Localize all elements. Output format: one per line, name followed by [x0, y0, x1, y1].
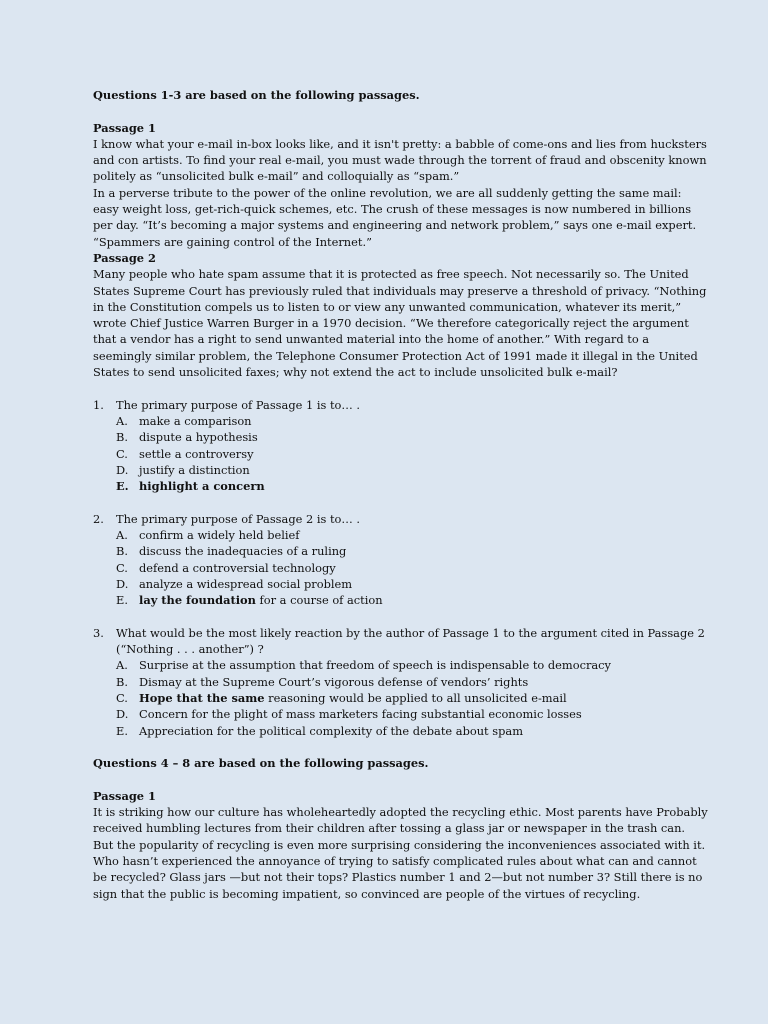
option-letter: D.	[116, 576, 129, 591]
section1-passage1-paragraph2: In a perverse tribute to the power of the online revolution, we are all suddenly getting the same mail: easy weight loss, get-rich-quick schemes, etc. The crush of these messages is now numbered in billions per day. “It’s becoming a major systems and engineering and network problem,” says one e-mail expert. “Spammers are gaining control of the Internet.”	[93, 185, 697, 249]
option-letter: A.	[116, 528, 128, 543]
option-letter: E.	[116, 593, 128, 608]
option-letter: E.	[116, 479, 129, 494]
answer-option	[116, 706, 708, 722]
option-letter: B.	[116, 430, 128, 445]
section1-passage2-paragraph1: Many people who hate spam assume that it is protected as free speech. Not necessarily so. The United States Supreme Court has previously ruled that individuals may preserve a threshold of privacy. “Nothing in the Constitution compels us to listen to or view any unwanted communication, whatever its merit,” wrote Chief Justice Warren Burger in a 1970 decision. “We therefore categorically reject the argument that a vendor has a right to send unwanted material into the home of another.” With regard to a seemingly similar problem, the Telephone Consumer Protection Act of 1991 made it illegal in the United States to send unsolicited faxes; why not extend the act to include unsolicited bulk e-mail?	[93, 267, 707, 380]
option-text: analyze a widespread social problem	[139, 576, 353, 591]
question-list	[93, 397, 708, 739]
section2-passage1-paragraph1: It is striking how our culture has wholeheartedly adopted the recycling ethic. Most parents have Probably received humbling lectures from their children after tossing a glass jar or newspaper in the trash can. But the popularity of recycling is even more surprising considering the inconveniences associated with it. Who hasn’t experienced the annoyance of trying to satisfy complicated rules about what can and cannot be recycled? Glass jars —but not their tops? Plastics number 1 and 2—but not number 3? Still there is no sign that the public is becoming impatient, so convinced are people of the virtues of recycling.	[93, 805, 708, 901]
option-text: for a course of action	[255, 593, 383, 608]
option-letter: D.	[116, 707, 129, 722]
answer-option	[116, 560, 708, 576]
option-text: dispute a hypothesis	[139, 430, 258, 445]
question-1	[93, 397, 708, 495]
question-text: The primary purpose of Passage 1 is to… .	[116, 397, 361, 412]
option-text: defend a controversial technology	[139, 560, 336, 575]
question-number: 1.	[93, 397, 104, 412]
option-bold-text: highlight a concern	[139, 479, 265, 494]
answer-option	[116, 576, 708, 592]
question-text: The primary purpose of Passage 2 is to… .	[116, 511, 361, 526]
section1-passage2-title: Passage 2	[93, 250, 156, 265]
question-3	[93, 625, 708, 739]
option-text: settle a controversy	[139, 446, 254, 461]
section2-passage1-title: Passage 1	[93, 788, 156, 803]
option-bold-text: lay the foundation	[139, 593, 256, 608]
option-text: confirm a widely held belief	[139, 528, 300, 543]
section1-heading: Questions 1-3 are based on the following passages.	[93, 88, 420, 102]
option-letter: C.	[116, 446, 128, 461]
option-text: justify a distinction	[139, 462, 250, 477]
answer-options	[116, 413, 708, 494]
answer-option	[116, 657, 708, 673]
answer-option	[116, 543, 708, 559]
answer-option	[116, 478, 708, 494]
question-number: 2.	[93, 511, 104, 526]
question-text: What would be the most likely reaction by the author of Passage 1 to the argument cited in Passage 2 (“Nothing . . . another”) ?	[116, 625, 705, 657]
option-letter: D.	[116, 462, 129, 477]
option-text: make a comparison	[139, 413, 252, 428]
option-text: Appreciation for the political complexity of the debate about spam	[139, 723, 523, 738]
answer-option	[116, 413, 708, 429]
answer-option	[116, 462, 708, 478]
answer-option	[116, 592, 708, 608]
option-letter: C.	[116, 690, 128, 705]
section1-passage1-paragraph1: I know what your e-mail in-box looks like, and it isn't pretty: a babble of come-ons and lies from hucksters and con artists. To find your real e-mail, you must wade through the torrent of fraud and obscenity known politely as “unsolicited bulk e-mail” and colloquially as “spam.”	[93, 136, 707, 184]
answer-options	[116, 657, 708, 738]
option-letter: B.	[116, 674, 128, 689]
option-text: Concern for the plight of mass marketers facing substantial economic losses	[139, 707, 582, 722]
answer-option	[116, 723, 708, 739]
option-letter: A.	[116, 413, 128, 428]
option-text: reasoning would be applied to all unsolicited e-mail	[264, 690, 567, 705]
option-letter: E.	[116, 723, 128, 738]
option-letter: B.	[116, 544, 128, 559]
question-2	[93, 511, 708, 609]
question-number: 3.	[93, 625, 104, 640]
option-text: discuss the inadequacies of a ruling	[139, 544, 347, 559]
answer-options	[116, 527, 708, 608]
section1-passage1-title: Passage 1	[93, 120, 156, 135]
answer-option	[116, 690, 708, 706]
answer-option	[116, 446, 708, 462]
option-text: Surprise at the assumption that freedom of speech is indispensable to democracy	[139, 658, 611, 673]
option-text: Dismay at the Supreme Court’s vigorous defense of vendors’ rights	[139, 674, 529, 689]
answer-option	[116, 429, 708, 445]
spacer	[93, 609, 708, 625]
option-letter: C.	[116, 560, 128, 575]
spacer	[93, 494, 708, 510]
answer-option	[116, 674, 708, 690]
section2-heading: Questions 4 – 8 are based on the following passages.	[93, 756, 429, 771]
option-bold-text: Hope that the same	[139, 690, 265, 705]
option-letter: A.	[116, 658, 128, 673]
answer-option	[116, 527, 708, 543]
